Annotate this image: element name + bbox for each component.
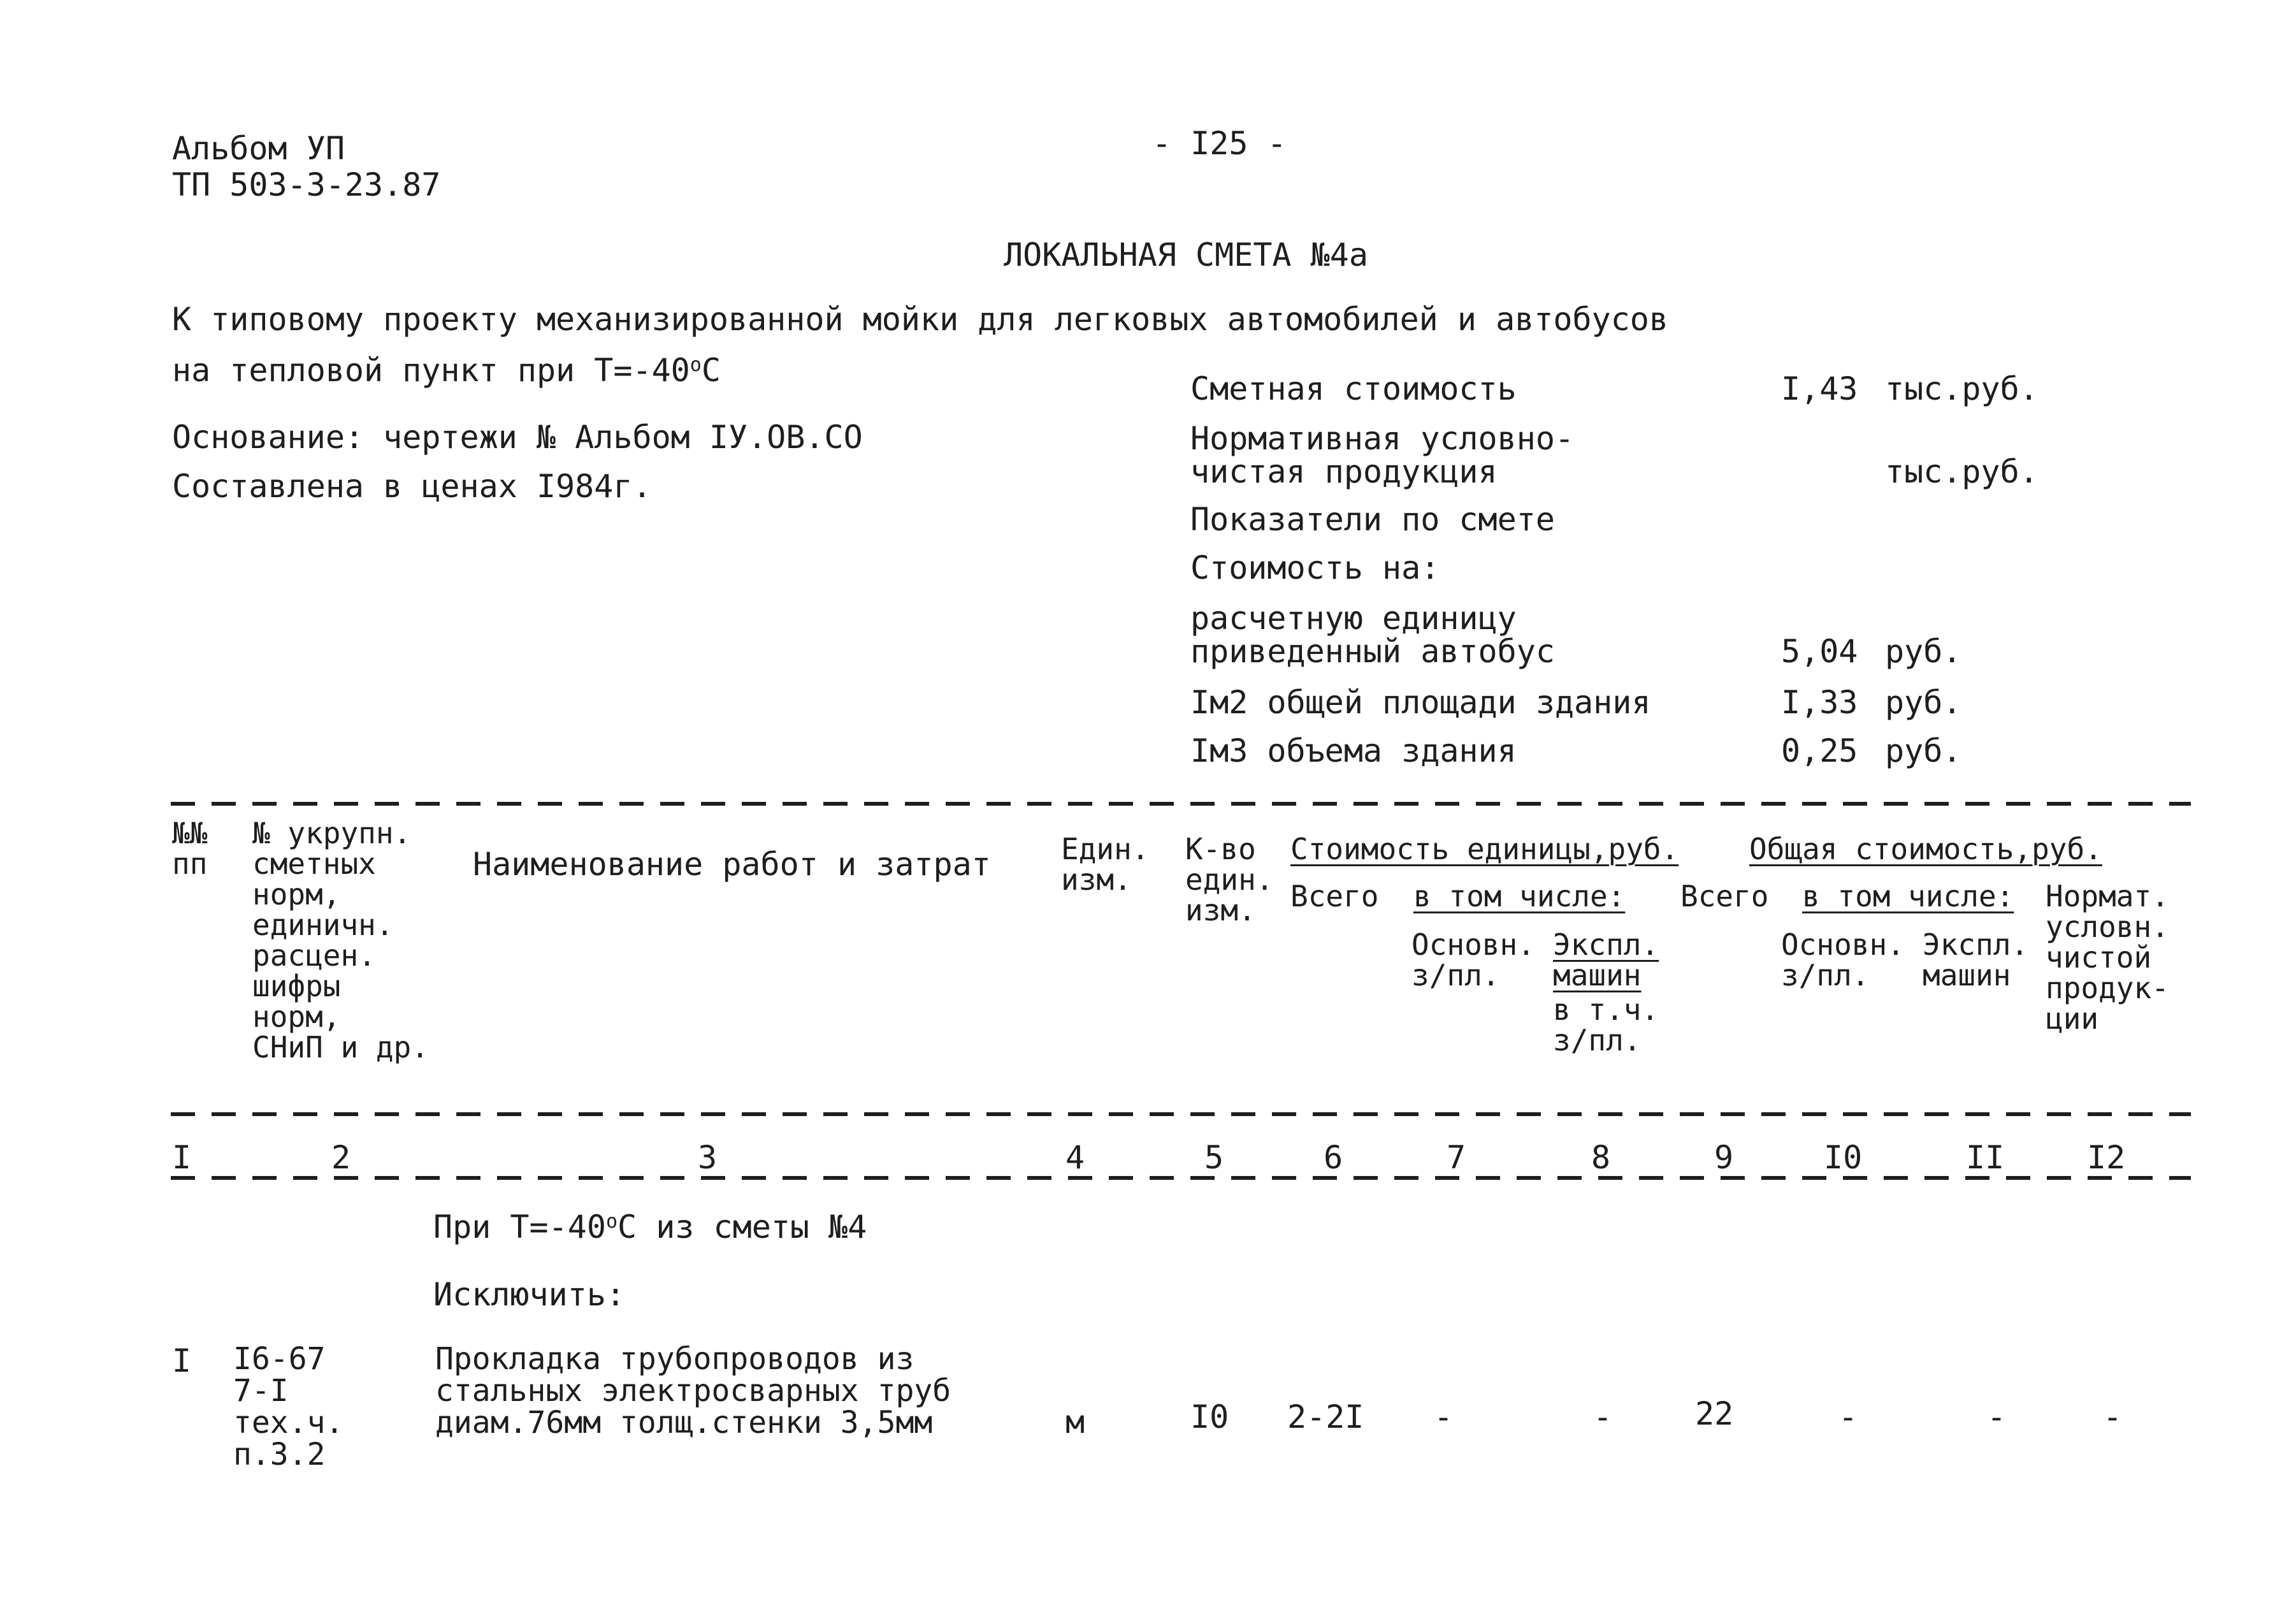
column-number: I2 (2087, 1139, 2126, 1176)
column-number: 3 (698, 1139, 718, 1176)
unit-cost-unit: руб. (1885, 633, 1962, 670)
column-number-divider (171, 1176, 2191, 1180)
col-header-total-including: в том числе: (1802, 879, 2014, 913)
area-cost-unit: руб. (1885, 684, 1962, 721)
unit-cost-label-1: расчетную единицу (1190, 600, 1517, 637)
col-header-total-cost-group: Общая стоимость,руб. (1749, 832, 2102, 866)
column-number: 9 (1714, 1139, 1734, 1176)
col-header-unit-machines-salary: в т.ч. з/пл. (1553, 992, 1659, 1057)
row-quantity: I0 (1190, 1398, 1229, 1435)
unit-cost-label-2: приведенный автобус (1190, 633, 1555, 670)
document-title: ЛОКАЛЬНАЯ СМЕТА №4а (1004, 236, 1368, 273)
row-total-salary: - (1838, 1398, 1858, 1435)
volume-cost-value: 0,25 (1781, 732, 1858, 769)
volume-cost-label: Iм3 объема здания (1190, 732, 1517, 769)
row-norm-product: - (2103, 1398, 2123, 1435)
row-norm-code: I6-67 7-I тех.ч. п.3.2 (233, 1341, 344, 1472)
volume-cost-unit: руб. (1885, 732, 1962, 769)
row-total-machines: - (1987, 1398, 2007, 1435)
tp-code: ТП 503-3-23.87 (172, 166, 441, 203)
row-unit-machines: - (1593, 1398, 1613, 1435)
column-number: 7 (1447, 1139, 1466, 1176)
col-header-norm-product: Нормат. условн. чистой продук- ции (2046, 879, 2169, 1036)
page-number: - I25 - (1152, 125, 1287, 162)
estimated-cost-label: Сметная стоимость (1190, 370, 1517, 407)
col-header-unit-total: Всего (1290, 879, 1379, 913)
col-header-unit: Един. изм. (1061, 832, 1150, 897)
project-description: К типовому проекту механизированной мойки для легковых автомобилей и автобусов (172, 301, 1668, 338)
column-number: 6 (1324, 1139, 1343, 1176)
section-title: При $Т=-40^оС$ из сметы №4 (433, 1209, 867, 1245)
col-header-unit-salary: Основн. з/пл. (1412, 927, 1535, 992)
norm-product-unit: тыс.руб. (1885, 453, 2039, 490)
indicators-label: Показатели по смете (1190, 501, 1555, 538)
col-header-work-name: Наименование работ и затрат (473, 846, 991, 883)
norm-product-label-2: чистая продукция (1190, 453, 1498, 490)
row-number: I (172, 1342, 192, 1379)
album-label: Альбом УП (172, 130, 345, 167)
row-unit: м (1065, 1404, 1085, 1441)
column-number: I0 (1824, 1139, 1863, 1176)
project-description-line2: на тепловой пункт при $Т=-40^оС$ (172, 352, 721, 389)
unit-cost-value: 5,04 (1781, 633, 1858, 670)
col-header-total: Всего (1680, 879, 1769, 913)
column-number: 8 (1591, 1139, 1611, 1176)
norm-product-label-1: Нормативная условно- (1190, 420, 1575, 457)
row-total: 22 (1695, 1395, 1734, 1432)
column-number: II (1966, 1139, 2005, 1176)
col-header-unit-including: в том числе: (1413, 879, 1626, 913)
estimated-cost-value: I,43 (1781, 370, 1858, 407)
estimated-cost-unit: тыс.руб. (1885, 370, 2039, 407)
header-top-divider (171, 802, 2191, 806)
area-cost-label: Iм2 общей площади здания (1190, 684, 1651, 721)
row-unit-total: 2-2I (1287, 1398, 1364, 1435)
prices-line: Составлена в ценах I984г. (172, 468, 652, 505)
basis-line: Основание: чертежи № Альбом IУ.ОВ.СО (172, 419, 863, 456)
col-header-total-salary: Основн. з/пл. (1781, 927, 1905, 992)
col-header-quantity: К-во един. изм. (1185, 832, 1274, 927)
col-header-unit-cost-group: Стоимость единицы,руб. (1290, 832, 1679, 866)
column-number: 4 (1065, 1139, 1085, 1176)
col-header-unit-machines: Экспл. машин (1553, 927, 1659, 992)
col-header-norm-code: № укрупн. сметных норм, единичн. расцен. шифры норм, СНиП и др. (252, 816, 429, 1064)
column-number: 5 (1204, 1139, 1224, 1176)
column-number: I (172, 1139, 192, 1176)
col-header-total-machines: Экспл. машин (1923, 927, 2029, 992)
row-work-name: Прокладка трубопроводов из стальных электросварных труб диам.76мм толщ.стенки 3,5мм (435, 1341, 951, 1441)
area-cost-value: I,33 (1781, 684, 1858, 721)
row-unit-salary: - (1434, 1398, 1454, 1435)
column-number: 2 (331, 1139, 351, 1176)
col-header-number: №№ пп (172, 816, 208, 881)
cost-per-label: Стоимость на: (1190, 549, 1440, 586)
header-bottom-divider (171, 1112, 2191, 1116)
section-exclude-label: Исключить: (433, 1276, 626, 1313)
